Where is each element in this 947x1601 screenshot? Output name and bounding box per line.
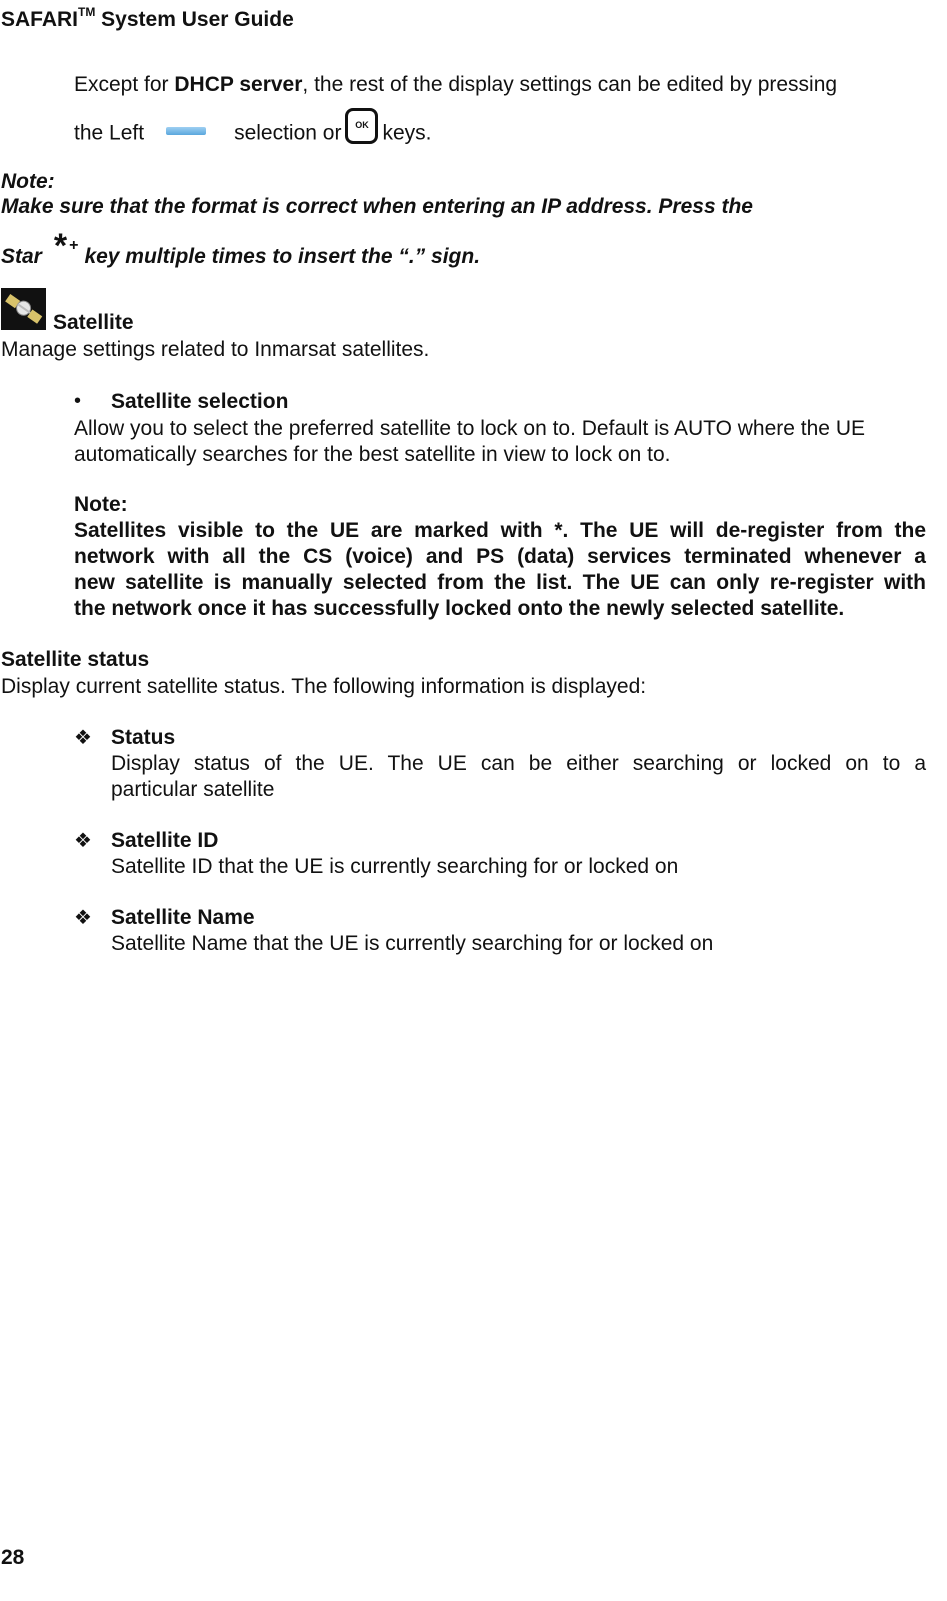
- satellite-name-desc: Satellite Name that the UE is currently searching for or locked on: [111, 932, 714, 955]
- note2-line-2: network with all the CS (voice) and PS (data) services terminated whenever a: [74, 545, 926, 568]
- status-desc: Display current satellite status. The following information is displayed:: [1, 675, 647, 698]
- satellite-icon: [1, 288, 46, 330]
- star-key-icon: [54, 227, 81, 265]
- intro-selection-text: selection or: [234, 121, 342, 145]
- plus-glyph: +: [69, 237, 81, 254]
- satellite-desc: Manage settings related to Inmarsat satellites.: [1, 338, 430, 361]
- star-glyph: *: [53, 227, 70, 265]
- note2-line-1: Satellites visible to the UE are marked with *. The UE will de-register from the: [74, 519, 926, 542]
- header-title-main: SAFARI: [1, 8, 79, 31]
- intro-keys-text: keys.: [382, 121, 432, 145]
- diamond-bullet-icon: ❖: [74, 727, 92, 749]
- satellite-title: Satellite: [53, 311, 134, 334]
- intro-line-2: [74, 116, 926, 152]
- intro-text-b: , the rest of the display settings can be edited by pressing: [302, 73, 838, 96]
- note1-label: Note:: [1, 170, 55, 193]
- note2-line-3: new satellite is manually selected from the list. The UE can only re-register with: [74, 571, 926, 594]
- status-item-line-2: particular satellite: [111, 778, 275, 801]
- diamond-bullet-icon: ❖: [74, 830, 92, 852]
- status-title: Satellite status: [1, 648, 150, 671]
- selection-title: Satellite selection: [111, 390, 289, 413]
- note1-line-1: Make sure that the format is correct when entering an IP address. Press the: [1, 195, 753, 218]
- intro-text-a: Except for: [74, 73, 175, 96]
- status-item-line-1: Display status of the UE. The UE can be either searching or locked on to a: [111, 752, 926, 775]
- selection-line-1: Allow you to select the preferred satellite to lock on to. Default is AUTO where the UE: [74, 417, 865, 440]
- note1-line-2: [1, 227, 926, 269]
- header-title-sup: TM: [78, 5, 96, 19]
- status-item-title: Status: [111, 726, 176, 749]
- header-title-rest: System User Guide: [95, 8, 294, 31]
- page-header: [1, 0, 294, 34]
- intro-left-text: the Left: [74, 121, 145, 145]
- satellite-id-desc: Satellite ID that the UE is currently searching for or locked on: [111, 855, 679, 878]
- note1-sign-text: key multiple times to insert the “.” sign.: [84, 245, 481, 268]
- note2-line-4: the network once it has successfully locked onto the newly selected satellite.: [74, 597, 845, 620]
- satellite-name-title: Satellite Name: [111, 906, 255, 929]
- selection-line-2: automatically searches for the best satellite in view to lock on to.: [74, 443, 671, 466]
- note2-label: Note:: [74, 493, 128, 516]
- satellite-id-title: Satellite ID: [111, 829, 219, 852]
- left-selection-key-icon: [166, 127, 206, 135]
- note1-star-text: Star: [1, 245, 42, 268]
- intro-line-1: [74, 72, 926, 98]
- ok-key-icon: OK: [345, 108, 378, 144]
- page-number: 28: [1, 1546, 25, 1569]
- diamond-bullet-icon: ❖: [74, 907, 92, 929]
- intro-bold: DHCP server: [174, 73, 303, 96]
- bullet-marker: •: [74, 390, 82, 412]
